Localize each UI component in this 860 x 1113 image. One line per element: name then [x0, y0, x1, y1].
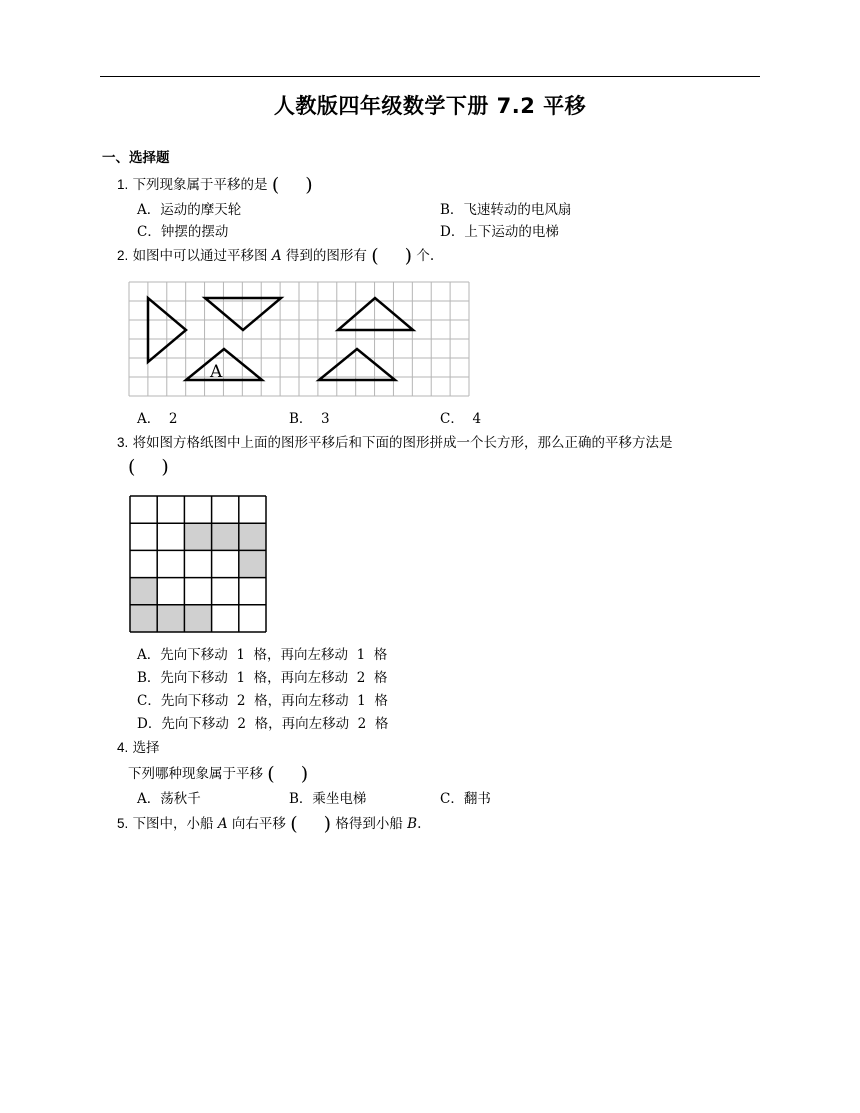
option-2b[interactable]: B． 3: [289, 411, 330, 427]
option-4a[interactable]: A．荡秋千: [137, 791, 201, 807]
option-3b[interactable]: B．先向下移动 1 格，再向左移动 2 格: [137, 670, 388, 686]
question-4-stem: 4. 选择: [117, 740, 160, 756]
section-heading: 一、选择题: [102, 150, 170, 166]
answer-paren-close: ): [305, 174, 313, 196]
shaded-cell: [184, 605, 211, 632]
option-1a[interactable]: A．运动的摩天轮: [137, 202, 242, 218]
shaded-cell: [130, 578, 157, 605]
option-1d[interactable]: D．上下运动的电梯: [440, 224, 559, 240]
figure-label-a: A: [210, 362, 223, 382]
triangle-a: [186, 349, 262, 380]
shaded-cell: [212, 523, 239, 550]
shaded-cell: [239, 550, 266, 577]
question-3-paren: ( ): [128, 456, 169, 478]
question-1-stem: 1. 下列现象属于平移的是 ( ): [117, 174, 313, 196]
option-4b[interactable]: B．乘坐电梯: [289, 791, 367, 807]
shaded-cell: [157, 605, 184, 632]
shaded-cell: [184, 523, 211, 550]
triangle-right-bottom: [319, 349, 395, 380]
option-3a[interactable]: A．先向下移动 1 格，再向左移动 1 格: [137, 647, 388, 663]
option-1c[interactable]: C．钟摆的摆动: [137, 224, 229, 240]
option-4c[interactable]: C．翻书: [440, 791, 491, 807]
page-title: 人教版四年级数学下册 7.2 平移: [273, 94, 587, 118]
shaded-cell: [239, 523, 266, 550]
square-grid-figure: [130, 496, 268, 634]
shaded-cell: [130, 605, 157, 632]
option-1b[interactable]: B．飞速转动的电风扇: [440, 202, 572, 218]
answer-paren-open: (: [271, 174, 280, 196]
question-3-stem: 3. 将如图方格纸图中上面的图形平移后和下面的图形拼成一个长方形，那么正确的平移方法是: [117, 435, 673, 451]
option-2a[interactable]: A． 2: [137, 411, 178, 427]
option-2c[interactable]: C． 4: [440, 411, 482, 427]
question-2-stem: 2. 如图中可以通过平移图 A 得到的图形有 ( ) 个.: [117, 245, 435, 267]
translation-grid-figure: [129, 282, 470, 398]
triangle-top-inverted: [205, 298, 281, 330]
question-4-sub: 下列哪种现象属于平移 ( ): [128, 763, 309, 785]
option-3d[interactable]: D．先向下移动 2 格，再向左移动 2 格: [137, 716, 389, 732]
header-rule: [100, 76, 760, 77]
triangle-right-top: [338, 298, 413, 330]
question-5-stem: 5. 下图中，小船 A 向右平移 ( ) 格得到小船 B.: [117, 813, 422, 835]
option-3c[interactable]: C．先向下移动 2 格，再向左移动 1 格: [137, 693, 388, 709]
